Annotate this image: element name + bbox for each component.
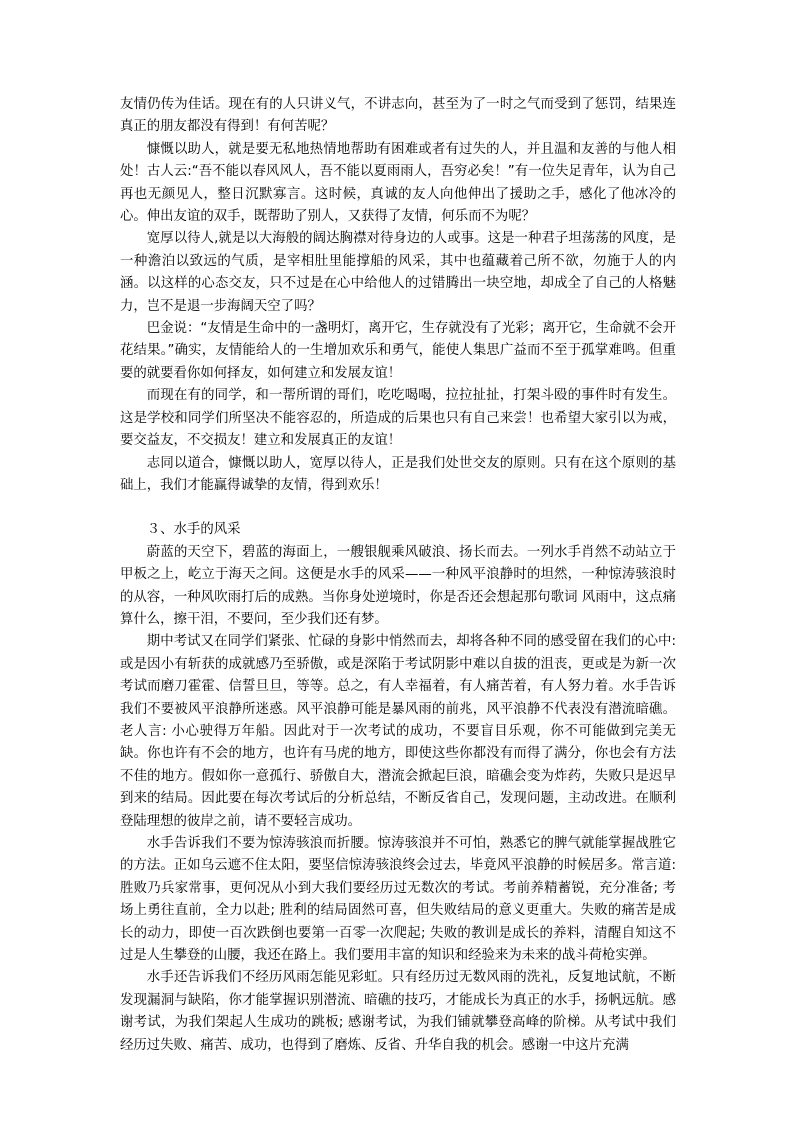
paragraph-bajin-quote: 巴金说：“友情是生命中的一盏明灯，离开它，生存就没有了光彩；离开它，生命就不会开花结果。”确实，友情能给人的一生增加欢乐和勇气，能使人集思广益而不至于孤掌难鸣。但重要的就要看你如何择友，如何建立和发展友谊！ (120, 321, 676, 381)
section-heading-sailor: ３、水手的风采 (146, 522, 241, 538)
paragraph-generosity: 慷慨以助人，就是要无私地热情地帮助有困难或者有过失的人，并且温和友善的与他人相处！古人云:“吾不能以春风风人，吾不能以夏雨雨人，吾穷必矣！”有一位失足青年，认为自己再也无颜见人，整日沉默寡言。这时候，真诚的友人向他伸出了援助之手，感化了他冰冷的心。伸出友谊的双手，既帮助了别人，又获得了友情，何乐而不为呢？ (120, 141, 676, 225)
paragraph-tolerance: 宽厚以待人,就是以大海般的阔达胸襟对待身边的人或事。这是一种君子坦荡荡的风度，是一种澹泊以致远的气质，是宰相肚里能撑船的风采，其中也蕴藏着己所不欲，勿施于人的内涵。以这样的心态交友，只不过是在心中给他人的过错腾出一块空地，却成全了自己的人格魅力，岂不是退一步海阔天空了吗？ (120, 231, 676, 314)
paragraph-sailor-intro: 蔚蓝的天空下，碧蓝的海面上，一艘银舰乘风破浪、扬长而去。一列水手肖然不动站立于甲板之上，屹立于海天之间。这便是水手的风采——一种风平浪静时的坦然，一种惊涛骇浪时的从容，一种风吹雨打后的成熟。当你身处逆境时，你是否还会想起那句歌词 风雨中，这点痛算什么，擦干泪，不要问，至少我们还有梦。 (120, 544, 676, 627)
paragraph-friendship-continued: 友情仍传为佳话。现在有的人只讲义气，不讲志向，甚至为了一时之气而受到了惩罚，结果连真正的朋友都没有得到！有何苦呢？ (120, 97, 676, 135)
paragraph-warning: 而现在有的同学，和一帮所谓的哥们，吃吃喝喝，拉拉扯扯，打架斗殴的事件时有发生。这是学校和同学们所坚决不能容忍的，所造成的后果也只有自己来尝！也希望大家引以为戒，要交益友，不交损友！建立和发展真正的友谊！ (120, 388, 676, 449)
paragraph-conclusion: 志同以道合，慷慨以助人，宽厚以待人，正是我们处世交友的原则。只有在这个原则的基础上，我们才能赢得诚挚的友情，得到欢乐！ (120, 455, 676, 493)
document-page (120, 94, 676, 1057)
paragraph-midterm-exam: 期中考试又在同学们紧张、忙碌的身影中悄然而去，却将各种不同的感受留在我们的心中: 或是因小有斩获的成就感乃至骄傲，或是深陷于考试阴影中难以自拔的沮丧，更或是为新一次考试而磨刀霍霍、信誓旦旦，等等。总之，有人幸福着，有人痛苦着，有人努力着。水手告诉我们不要被风平浪静所迷惑。风平浪静可能是暴风雨的前兆，风平浪静不代表没有潜流暗礁。老人言: 小心驶得万年船。因此对于一次考试的成功，不要盲目乐观，你不可能做到完美无缺。你也许有不会的地方，也许有马虎的地方，即使这些你都没有而得了满分，你也会有方法不佳的地方。假如你一意孤行、骄傲自大，潜流会掀起巨浪，暗礁会变为炸药，失败只是迟早到来的结局。因此要在每次考试后的分析总结，不断反省自己，发现问题，主动改进。在顺利登陆理想的彼岸之前，请不要轻言成功。 (120, 634, 676, 829)
paragraph-storm-waves: 水手告诉我们不要为惊涛骇浪而折腰。惊涛骇浪并不可怕，熟悉它的脾气就能掌握战胜它的方法。正如乌云遮不住太阳，要坚信惊涛骇浪终会过去，毕竟风平浪静的时候居多。常言道: 胜败乃兵家常事，更何况从小到大我们要经历过无数次的考试。考前养精蓄锐，充分准备; 考场上勇往直前，全力以赴; 胜利的结局固然可喜，但失败结局的意义更重大。失败的痛苦是成长的动力，即使一百次跌倒也要第一百零一次爬起; 失败的教训是成长的养料，清醒自知这不过是人生攀登的山腰，我还在路上。我们要用丰富的知识和经验来为未来的战斗荷枪实弹。 (120, 836, 676, 964)
paragraph-rainbow: 水手还告诉我们不经历风雨怎能见彩虹。只有经历过无数风雨的洗礼，反复地试航，不断发现漏洞与缺陷，你才能掌握识别潜流、暗礁的技巧，才能成长为真正的水手，扬帆远航。感谢考试，为我们架起人生成功的跳板; 感谢考试，为我们铺就攀登高峰的阶梯。从考试中我们经历过失败、痛苦、成功，也得到了磨炼、反省、升华自我的机会。感谢一中这片充满 (120, 970, 676, 1053)
